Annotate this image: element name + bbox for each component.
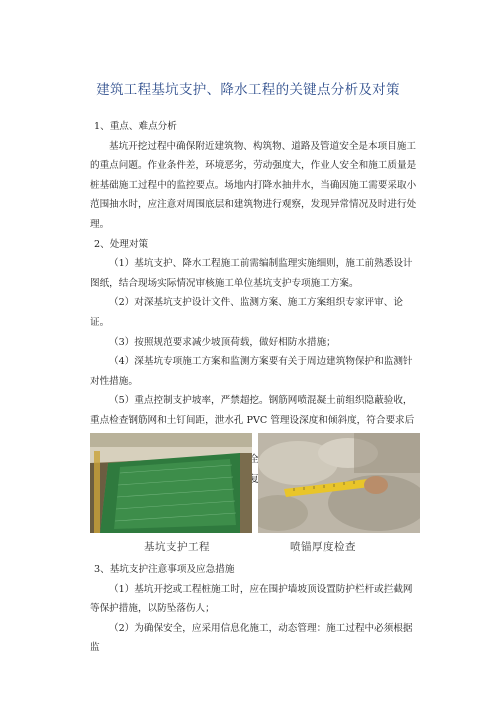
page-title: 建筑工程基坑支护、降水工程的关键点分析及对策 [96, 82, 400, 98]
section-heading: 1、重点、难点分析 [94, 121, 177, 132]
photo-caption: 喷锚厚度检查 [290, 541, 356, 553]
paragraph: （1）基坑开挖或工程桩施工时，应在围护墙坡顶设置防护栏杆或拦截网等保护措施，以防坠落伤人； [90, 583, 413, 615]
paragraph: （2）对深基坑支护设计文件、监测方案、施工方案组织专家评审、论证。 [90, 297, 403, 328]
paragraph: （3）按照规范要求减少坡顶荷载，做好相防水措施； [109, 336, 336, 348]
paragraph: （1）基坑支护、降水工程施工前需编制监理实施细则，施工前熟悉设计图纸，结合现场实际情况审核施工单位基坑支护专项施工方案。 [90, 258, 413, 289]
photo-caption: 基坑支护工程 [144, 541, 210, 553]
section-heading: 2、处理对策 [94, 238, 149, 250]
paragraph: 基坑开挖过程中确保附近建筑物、构筑物、道路及管道安全是本项目施工的重点问题。作业条件差，环境恶劣，劳动强度大，作业人安全和施工质量是桩基础施工过程中的监控要点。场地内打降水抽井水，当确因施工需要采取小范围抽水时，应注意对周围底层和建筑物进行观察，发现异常情况及时进行处理。 [90, 140, 417, 230]
shotcrete-measure-photo [258, 433, 420, 533]
paragraph: （4）深基坑专项施工方案和监测方案要有关于周边建筑物保护和监测针对性措施。 [90, 356, 413, 387]
excavation-site-photo [90, 433, 252, 533]
section-heading: 3、基坑支护注意事项及应急措施 [94, 564, 235, 575]
body-block-bottom [90, 560, 420, 658]
photo-row [90, 433, 420, 533]
paragraph: （5）重点控制支护坡率，严禁超挖。钢筋网喷混凝土前组织隐蔽验收，重点检查钢筋网和土钉间距，泄水孔 PVC 管理设深度和倾斜度，符合要求后 [90, 395, 415, 426]
paragraph: （2）为确保安全，应采用信息化施工，动态管理：施工过程中必须根据监 [90, 622, 413, 654]
